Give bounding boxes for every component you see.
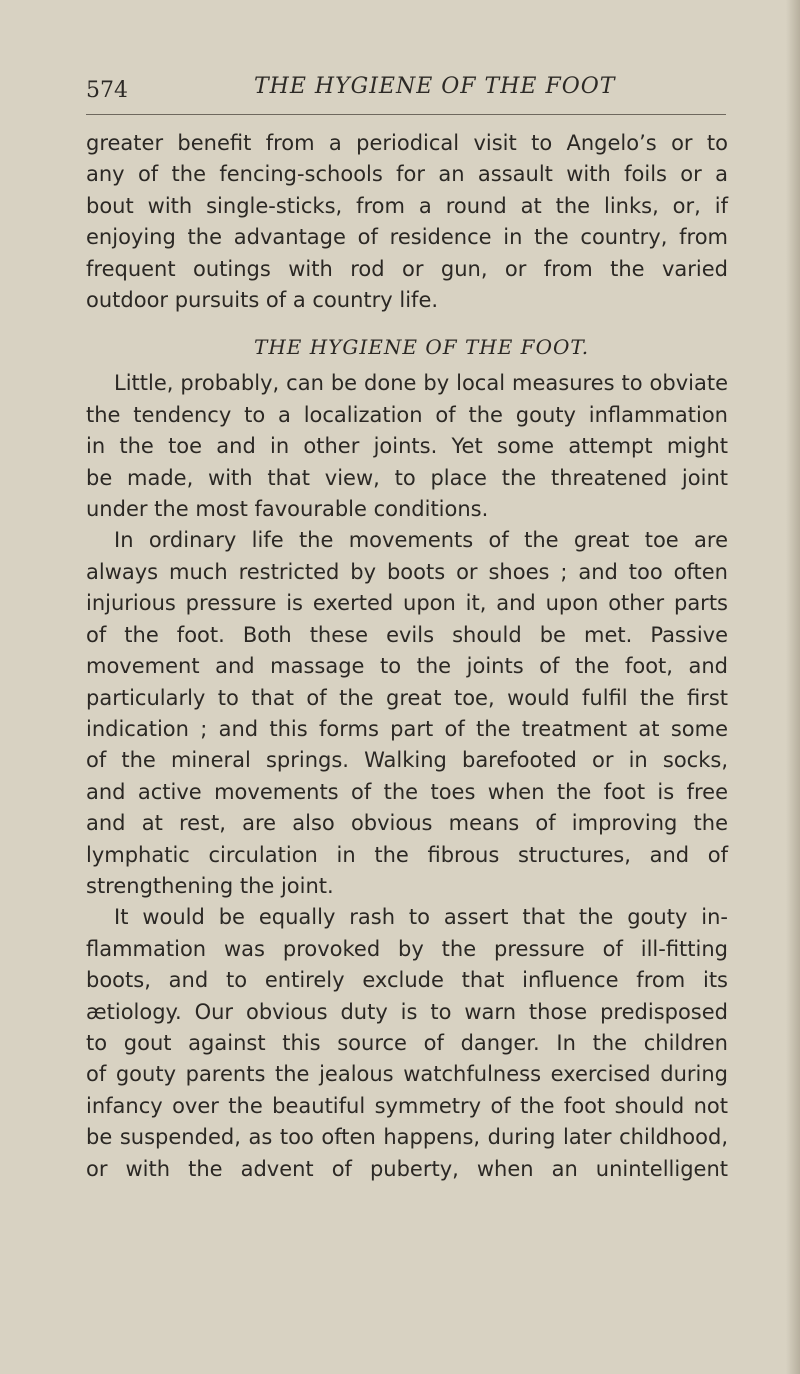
text-line: or with the advent of puberty, when an unintelligent	[86, 1156, 728, 1181]
text-line: boots, and to entirely exclude that influence from its	[86, 968, 728, 993]
page-edge-shadow	[786, 0, 800, 1374]
text-line: lymphatic circulation in the fibrous structures, and of	[86, 842, 728, 867]
running-title: THE HYGIENE OF THE FOOT	[254, 74, 616, 99]
text-line: In ordinary life the movements of the great toe are	[114, 528, 728, 553]
section-heading: THE HYGIENE OF THE FOOT.	[254, 335, 590, 360]
text-line: frequent outings with rod or gun, or from the varied	[86, 256, 728, 281]
page-number: 574	[86, 78, 128, 103]
text-line: movement and massage to the joints of the foot, and	[86, 654, 728, 679]
text-line: in the toe and in other joints. Yet some attempt might	[86, 434, 728, 459]
text-line: greater benefit from a periodical visit to Angelo’s or to	[86, 131, 728, 155]
text-line: It would be equally rash to assert that the gouty in-	[114, 905, 728, 930]
text-line: the tendency to a localization of the gouty inflammation	[86, 402, 728, 427]
text-line: be made, with that view, to place the threatened joint	[86, 465, 728, 490]
text-line: and at rest, are also obvious means of improving the	[86, 811, 728, 836]
text-line: and active movements of the toes when the foot is free	[86, 779, 728, 804]
text-line: be suspended, as too often happens, during later childhood,	[86, 1125, 728, 1150]
page-header	[86, 64, 726, 106]
text-line: particularly to that of the great toe, would fulfil the first	[86, 685, 728, 710]
text-line: under the most favourable conditions.	[86, 497, 489, 522]
text-line: of the foot. Both these evils should be met. Passive	[86, 622, 728, 647]
paragraph-local-measures	[86, 368, 728, 525]
paragraph-pressure	[86, 902, 728, 1185]
text-line: of the mineral springs. Walking barefooted or in socks,	[86, 748, 728, 773]
text-line: to gout against this source of danger. In the children	[86, 1030, 728, 1055]
text-line: always much restricted by boots or shoes ; and too often	[86, 559, 728, 584]
text-line: bout with single-sticks, from a round at the links, or, if	[86, 193, 728, 218]
text-line: infancy over the beautiful symmetry of the foot should not	[86, 1093, 728, 1118]
text-line: ætiology. Our obvious duty is to warn those predisposed	[86, 999, 728, 1024]
text-line: of gouty parents the jealous watchfulness exercised during	[86, 1062, 728, 1087]
text-line: outdoor pursuits of a country life.	[86, 288, 439, 313]
paragraph-fitness	[86, 128, 728, 316]
text-line: Little, probably, can be done by local measures to obviate	[114, 371, 728, 396]
text-line: any of the fencing-schools for an assault with foils or a	[86, 162, 728, 187]
paragraph-movements	[86, 525, 728, 902]
text-line: enjoying the advantage of residence in the country, from	[86, 225, 728, 250]
text-line: injurious pressure is exerted upon it, and upon other parts	[86, 591, 728, 616]
text-line: flammation was provoked by the pressure of ill-fitting	[86, 936, 728, 961]
text-line: strengthening the joint.	[86, 873, 334, 898]
text-line: indication ; and this forms part of the treatment at some	[86, 716, 728, 741]
header-rule	[86, 114, 726, 115]
body-text	[86, 128, 728, 1185]
